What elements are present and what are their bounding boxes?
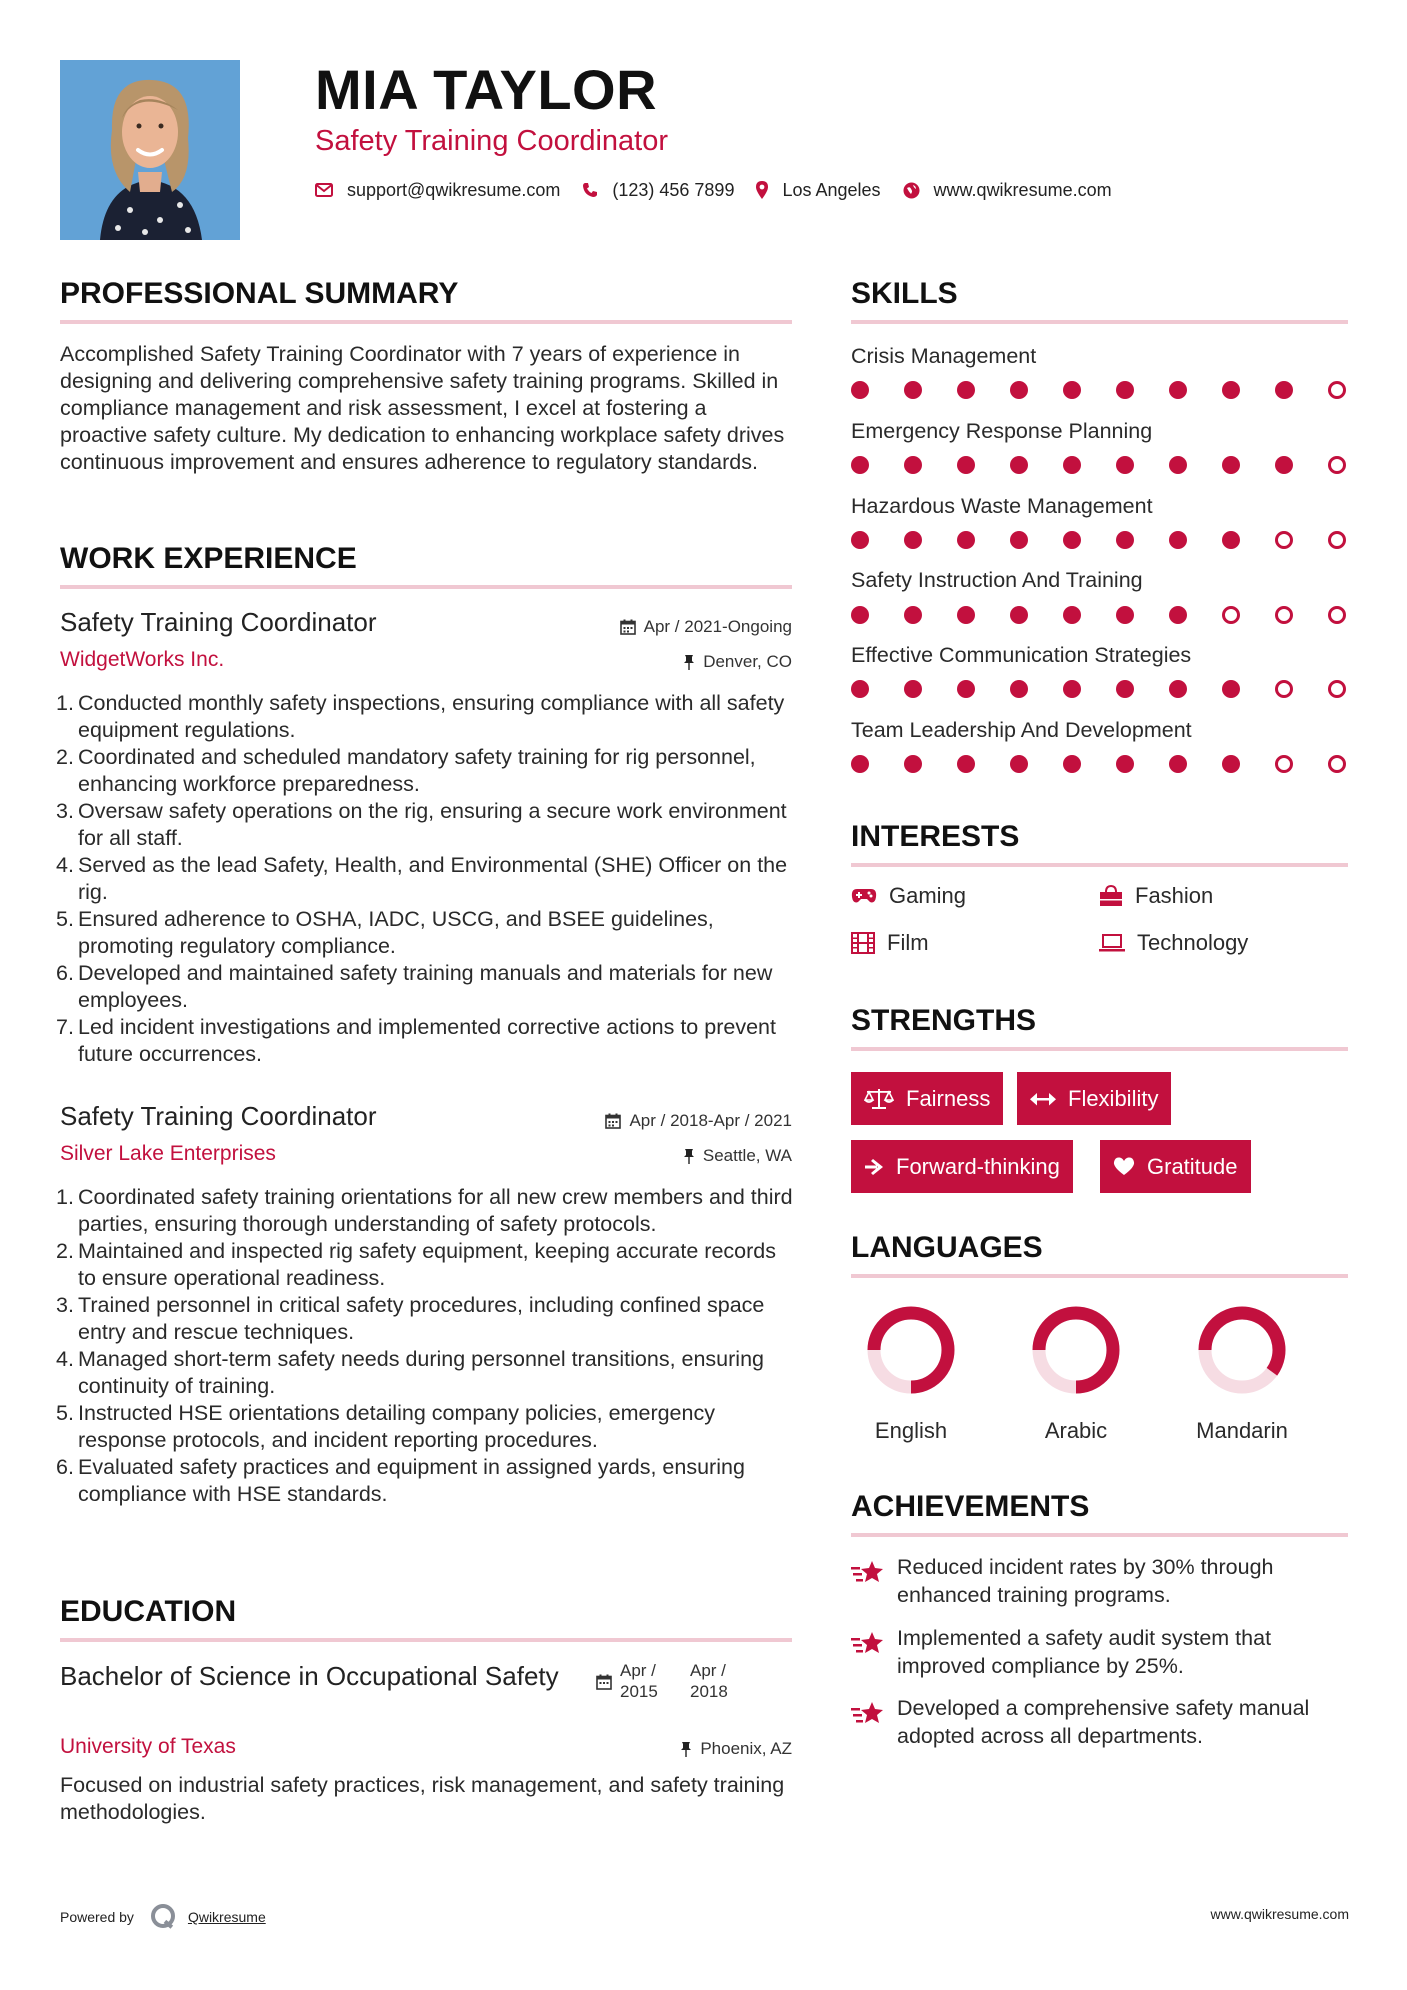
skill-dot-filled	[1063, 680, 1081, 698]
strength-tag-forward-thinking	[851, 1140, 1073, 1193]
languages-divider	[851, 1274, 1348, 1278]
language-ring	[1026, 1300, 1126, 1400]
list-item: 4. Served as the lead Safety, Health, and Environmental (SHE) Officer on the rig.	[56, 853, 788, 904]
skills-divider	[851, 320, 1348, 324]
list-item: 5. Ensured adherence to OSHA, IADC, USCG, and BSEE guidelines, promoting regulatory compliance.	[56, 907, 714, 958]
job-1-dates-text: Apr / 2021-Ongoing	[643, 617, 792, 636]
strengths-heading: STRENGTHS	[851, 1004, 1037, 1037]
language-ring	[861, 1300, 961, 1400]
list-item: 4. Managed short-term safety needs during personnel transitions, ensuring continuity of training.	[56, 1347, 764, 1398]
skill-name: Effective Communication Strategies	[851, 643, 1192, 667]
skill-dot-filled	[957, 606, 975, 624]
education-dates	[596, 1660, 750, 1702]
list-item: 1. Coordinated safety training orientations for all new crew members and third parties, ensuring thorough understanding of safety protocols.	[56, 1185, 793, 1236]
skill-dot-filled	[1222, 381, 1240, 399]
envelope-icon	[315, 183, 333, 197]
skill-dot-filled	[1222, 680, 1240, 698]
skill-dot-empty	[1328, 531, 1346, 549]
skill-dot-filled	[1063, 755, 1081, 773]
skill-dot-filled	[1116, 606, 1134, 624]
candidate-name: MIA TAYLOR	[315, 58, 658, 121]
interest-label: Fashion	[1135, 883, 1214, 908]
skill-dot-filled	[1010, 456, 1028, 474]
powered-by-label: Powered by	[60, 1909, 134, 1925]
pushpin-icon	[683, 1148, 695, 1164]
language-arabic	[996, 1300, 1156, 1444]
pushpin-icon	[683, 654, 695, 670]
experience-divider	[60, 585, 792, 589]
job-2-company: Silver Lake Enterprises	[60, 1142, 276, 1165]
job-2-dates-text: Apr / 2018-Apr / 2021	[629, 1111, 792, 1130]
list-item: 6. Evaluated safety practices and equipment in assigned yards, ensuring compliance with HSE standards.	[56, 1455, 745, 1506]
contact-phone-text: (123) 456 7899	[612, 180, 735, 200]
achievement-item	[851, 1694, 1361, 1750]
skill-rating	[851, 755, 1346, 773]
shooting-star-icon	[851, 1630, 885, 1656]
job-1-company: WidgetWorks Inc.	[60, 648, 225, 671]
education-heading: EDUCATION	[60, 1595, 237, 1628]
achievement-item	[851, 1624, 1361, 1680]
skill-dot-filled	[904, 606, 922, 624]
calendar-icon	[620, 619, 636, 635]
job-1-location	[683, 651, 792, 673]
skill-dot-filled	[1222, 456, 1240, 474]
achievement-text: Implemented a safety audit system that improved compliance by 25%.	[897, 1626, 1272, 1678]
skill-dot-filled	[1169, 606, 1187, 624]
skill-dot-filled	[851, 531, 869, 549]
achievement-text: Reduced incident rates by 30% through enhanced training programs.	[897, 1555, 1274, 1607]
skill-dot-filled	[1063, 606, 1081, 624]
calendar-icon	[605, 1113, 621, 1129]
summary-heading: PROFESSIONAL SUMMARY	[60, 277, 459, 310]
list-item: 7. Led incident investigations and implemented corrective actions to prevent future occurrences.	[56, 1015, 776, 1066]
skill-name: Emergency Response Planning	[851, 419, 1153, 443]
strength-label: Flexibility	[1068, 1085, 1159, 1111]
skill-dot-filled	[1116, 531, 1134, 549]
skill-rating	[851, 680, 1346, 698]
strength-tag-gratitude	[1100, 1140, 1251, 1193]
education-location-text: Phoenix, AZ	[700, 1739, 792, 1758]
education-divider	[60, 1638, 792, 1642]
skill-dot-empty	[1275, 680, 1293, 698]
job-1-bullets	[56, 690, 795, 1068]
skill-dot-filled	[1116, 755, 1134, 773]
skill-rating	[851, 531, 1346, 549]
job-1-dates	[620, 616, 792, 638]
skill-dot-filled	[851, 381, 869, 399]
skill-dot-filled	[957, 680, 975, 698]
contact-email-text: support@qwikresume.com	[347, 180, 561, 200]
interest-technology	[1099, 930, 1248, 956]
education-end: Apr / 2018	[690, 1661, 728, 1701]
skill-rating	[851, 456, 1346, 474]
list-item: 3. Oversaw safety operations on the rig, ensuring a secure work environment for all staff.	[56, 799, 787, 850]
skill-name: Team Leadership And Development	[851, 718, 1192, 742]
skill-dot-filled	[1169, 755, 1187, 773]
shopping-bag-icon	[1099, 885, 1123, 907]
skill-dot-filled	[1116, 456, 1134, 474]
job-2-title: Safety Training Coordinator	[60, 1101, 377, 1131]
achievements-divider	[851, 1533, 1348, 1537]
list-item: 2. Coordinated and scheduled mandatory safety training for rig personnel, enhancing workforce preparedness.	[56, 745, 756, 796]
skill-dot-filled	[904, 755, 922, 773]
arrows-horizontal-icon	[1030, 1092, 1056, 1106]
education-degree: Bachelor of Science in Occupational Safety	[60, 1661, 559, 1691]
strength-label: Forward-thinking	[896, 1153, 1060, 1179]
skill-dot-filled	[1063, 381, 1081, 399]
experience-heading: WORK EXPERIENCE	[60, 542, 357, 575]
date-separator	[680, 1670, 690, 1702]
summary-text: Accomplished Safety Training Coordinator with 7 years of experience in designing and delivering comprehensive safety training programs. Skilled in compliance management and risk assessment, I excel at fostering a proactive safety culture. My dedication to enhancing workplace safety drives continuous improvement and ensures adherence to regulatory standards.	[60, 342, 785, 474]
laptop-icon	[1099, 934, 1125, 952]
education-school: University of Texas	[60, 1735, 236, 1758]
summary-divider	[60, 320, 792, 324]
skill-rating	[851, 606, 1346, 624]
interest-fashion	[1099, 883, 1213, 909]
job-2-dates	[605, 1110, 792, 1132]
skill-dot-empty	[1328, 381, 1346, 399]
language-label: English	[874, 1418, 948, 1443]
contact-location	[756, 178, 880, 202]
skill-name: Safety Instruction And Training	[851, 568, 1143, 592]
list-item: 3. Trained personnel in critical safety procedures, including confined space entry and rescue techniques.	[56, 1293, 765, 1344]
skill-dot-empty	[1275, 755, 1293, 773]
map-pin-icon	[756, 181, 768, 199]
languages-heading: LANGUAGES	[851, 1231, 1043, 1264]
skill-dot-filled	[1275, 456, 1293, 474]
interests-heading: INTERESTS	[851, 820, 1020, 853]
skill-dot-filled	[957, 531, 975, 549]
footer-website[interactable]: www.qwikresume.com	[1210, 1906, 1349, 1922]
job-1-location-text: Denver, CO	[703, 652, 792, 671]
skill-dot-filled	[957, 456, 975, 474]
skill-dot-empty	[1222, 606, 1240, 624]
arrow-right-icon	[864, 1158, 884, 1176]
profile-photo-image	[60, 60, 240, 240]
shooting-star-icon	[851, 1559, 885, 1585]
job-2-location	[683, 1145, 792, 1167]
education-description: Focused on industrial safety practices, risk management, and safety training methodologies.	[60, 1773, 785, 1824]
skills-heading: SKILLS	[851, 277, 958, 310]
skill-dot-filled	[1010, 680, 1028, 698]
skill-dot-filled	[1169, 381, 1187, 399]
education-location	[680, 1738, 792, 1760]
skill-dot-filled	[957, 381, 975, 399]
calendar-icon	[596, 1674, 612, 1690]
skill-dot-filled	[1222, 755, 1240, 773]
strength-tag-fairness	[851, 1072, 1003, 1125]
achievement-text: Developed a comprehensive safety manual adopted across all departments.	[897, 1696, 1310, 1748]
skill-dot-filled	[1222, 531, 1240, 549]
skill-dot-filled	[1010, 606, 1028, 624]
gamepad-icon	[851, 888, 877, 904]
strength-label: Gratitude	[1147, 1153, 1238, 1179]
achievement-item	[851, 1553, 1361, 1609]
skill-dot-empty	[1328, 606, 1346, 624]
contact-website[interactable]	[903, 178, 1112, 202]
skill-dot-filled	[851, 680, 869, 698]
skill-dot-filled	[904, 531, 922, 549]
skill-dot-filled	[1169, 680, 1187, 698]
language-english	[831, 1300, 991, 1444]
language-ring-arc	[1205, 1313, 1279, 1372]
skill-dot-filled	[1063, 531, 1081, 549]
list-item: 6. Developed and maintained safety training manuals and materials for new employees.	[56, 961, 773, 1012]
skill-dot-filled	[851, 606, 869, 624]
contact-email[interactable]	[315, 178, 560, 202]
skill-dot-empty	[1328, 456, 1346, 474]
interest-label: Film	[887, 930, 929, 955]
job-2-bullets	[56, 1184, 795, 1508]
language-label: Mandarin	[1196, 1418, 1288, 1443]
interest-gaming	[851, 883, 966, 909]
skill-dot-empty	[1328, 755, 1346, 773]
contact-phone[interactable]	[582, 178, 734, 202]
skill-dot-empty	[1275, 606, 1293, 624]
achievements-heading: ACHIEVEMENTS	[851, 1490, 1090, 1523]
skill-dot-filled	[904, 381, 922, 399]
skill-dot-filled	[1116, 381, 1134, 399]
list-item: 1. Conducted monthly safety inspections, ensuring compliance with all safety equipment regulations.	[56, 691, 785, 742]
list-item: 5. Instructed HSE orientations detailing company policies, emergency response protocols, and incident reporting procedures.	[56, 1401, 715, 1452]
film-icon	[851, 932, 875, 954]
skill-dot-filled	[957, 755, 975, 773]
strength-tag-flexibility	[1017, 1072, 1171, 1125]
skill-dot-filled	[851, 456, 869, 474]
contact-location-text: Los Angeles	[782, 180, 881, 200]
strength-label: Fairness	[906, 1085, 991, 1111]
job-1-title: Safety Training Coordinator	[60, 607, 377, 637]
skill-dot-empty	[1275, 531, 1293, 549]
heart-icon	[1113, 1157, 1135, 1176]
candidate-title: Safety Training Coordinator	[315, 125, 669, 157]
globe-icon	[903, 182, 920, 199]
skill-dot-filled	[1010, 531, 1028, 549]
interests-divider	[851, 863, 1348, 867]
qwikresume-logo-icon	[148, 1902, 178, 1932]
skill-name: Crisis Management	[851, 344, 1037, 368]
skill-dot-filled	[1010, 755, 1028, 773]
pushpin-icon	[680, 1741, 692, 1757]
skill-dot-filled	[851, 755, 869, 773]
job-2-location-text: Seattle, WA	[702, 1146, 792, 1165]
shooting-star-icon	[851, 1700, 885, 1726]
interest-film	[851, 930, 929, 956]
skill-dot-filled	[1169, 531, 1187, 549]
powered-by	[60, 1902, 266, 1932]
language-ring	[1192, 1300, 1292, 1400]
skill-dot-filled	[1063, 456, 1081, 474]
skill-dot-filled	[1010, 381, 1028, 399]
education-start: Apr / 2015	[620, 1661, 658, 1701]
contact-bar	[315, 178, 1134, 202]
skill-rating	[851, 381, 1346, 399]
skill-dot-filled	[1116, 680, 1134, 698]
strengths-divider	[851, 1047, 1348, 1051]
interest-label: Technology	[1137, 930, 1249, 955]
skill-dot-empty	[1328, 680, 1346, 698]
qwikresume-link[interactable]: Qwikresume	[187, 1909, 266, 1925]
language-label: Arabic	[1044, 1418, 1108, 1443]
balance-scale-icon	[864, 1088, 894, 1110]
list-item: 2. Maintained and inspected rig safety equipment, keeping accurate records to ensure operational readiness.	[56, 1239, 776, 1290]
skill-dot-filled	[1169, 456, 1187, 474]
skill-dot-filled	[1275, 381, 1293, 399]
skill-dot-filled	[904, 680, 922, 698]
interest-label: Gaming	[889, 883, 967, 908]
contact-website-text: www.qwikresume.com	[933, 180, 1112, 200]
skill-dot-filled	[904, 456, 922, 474]
skill-name: Hazardous Waste Management	[851, 494, 1153, 518]
profile-photo	[60, 60, 240, 240]
language-mandarin	[1162, 1300, 1322, 1444]
phone-icon	[582, 182, 598, 198]
